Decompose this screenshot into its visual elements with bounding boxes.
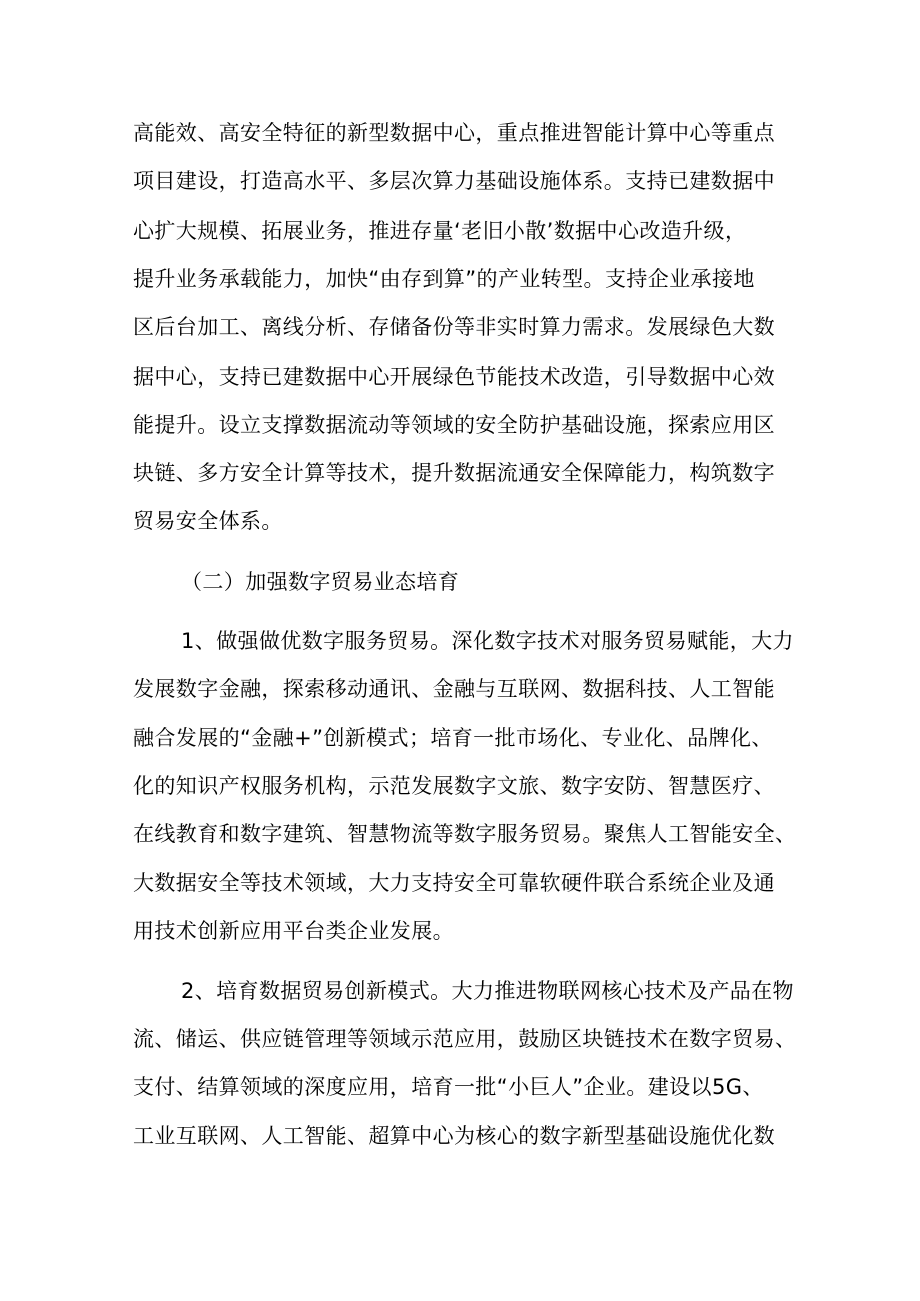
paragraph-2-line-5: 在线教育和数字建筑、智慧物流等数字服务贸易。聚焦人工智能安全、 [133, 822, 797, 846]
paragraph-1-line-5: 区后台加工、离线分析、存储备份等非实时算力需求。发展绿色大数 [133, 315, 775, 339]
paragraph-2-line-2: 发展数字金融，探索移动通讯、金融与互联网、数据科技、人工智能 [133, 677, 775, 701]
paragraph-2-line-6: 大数据安全等技术领域，大力支持安全可靠软硬件联合系统企业及通 [133, 871, 775, 895]
paragraph-3-line-4: 工业互联网、人工智能、超算中心为核心的数字新型基础设施优化数 [133, 1124, 775, 1148]
paragraph-1-line-4: 提升业务承载能力，加快“由存到算”的产业转型。支持企业承接地 [133, 267, 755, 291]
paragraph-1-line-7: 能提升。设立支撑数据流动等领域的安全防护基础设施，探索应用区 [133, 413, 775, 437]
paragraph-2-line-1: 1、做强做优数字服务贸易。深化数字技术对服务贸易赋能，大力 [181, 629, 794, 653]
paragraph-1-line-3: 心扩大规模、拓展业务，推进存量‘老旧小散’数据中心改造升级， [133, 219, 747, 243]
paragraph-3-line-1: 2、培育数据贸易创新模式。大力推进物联网核心技术及产品在物 [181, 979, 794, 1003]
paragraph-1-line-1: 高能效、高安全特征的新型数据中心，重点推进智能计算中心等重点 [133, 121, 775, 145]
paragraph-2-line-4: 化的知识产权服务机构，示范发展数字文旅、数字安防、智慧医疗、 [133, 774, 775, 798]
paragraph-3-line-3: 支付、结算领域的深度应用，培育一批“小巨人”企业。建设以5G、 [133, 1075, 764, 1099]
paragraph-1-line-9: 贸易安全体系。 [133, 509, 283, 533]
paragraph-2-line-3: 融合发展的“金融+”创新模式；培育一批市场化、专业化、品牌化、 [133, 726, 773, 750]
paragraph-2-line-7: 用技术创新应用平台类企业发展。 [133, 919, 454, 943]
paragraph-1-line-8: 块链、多方安全计算等技术，提升数据流通安全保障能力，构筑数字 [133, 461, 775, 485]
paragraph-1-line-6: 据中心，支持已建数据中心开展绿色节能技术改造，引导数据中心效 [133, 365, 775, 389]
paragraph-3-line-2: 流、储运、供应链管理等领域示范应用，鼓励区块链技术在数字贸易、 [133, 1027, 797, 1051]
section-heading: （二）加强数字贸易业态培育 [181, 570, 460, 594]
paragraph-1-line-2: 项目建设，打造高水平、多层次算力基础设施体系。支持已建数据中 [133, 169, 775, 193]
